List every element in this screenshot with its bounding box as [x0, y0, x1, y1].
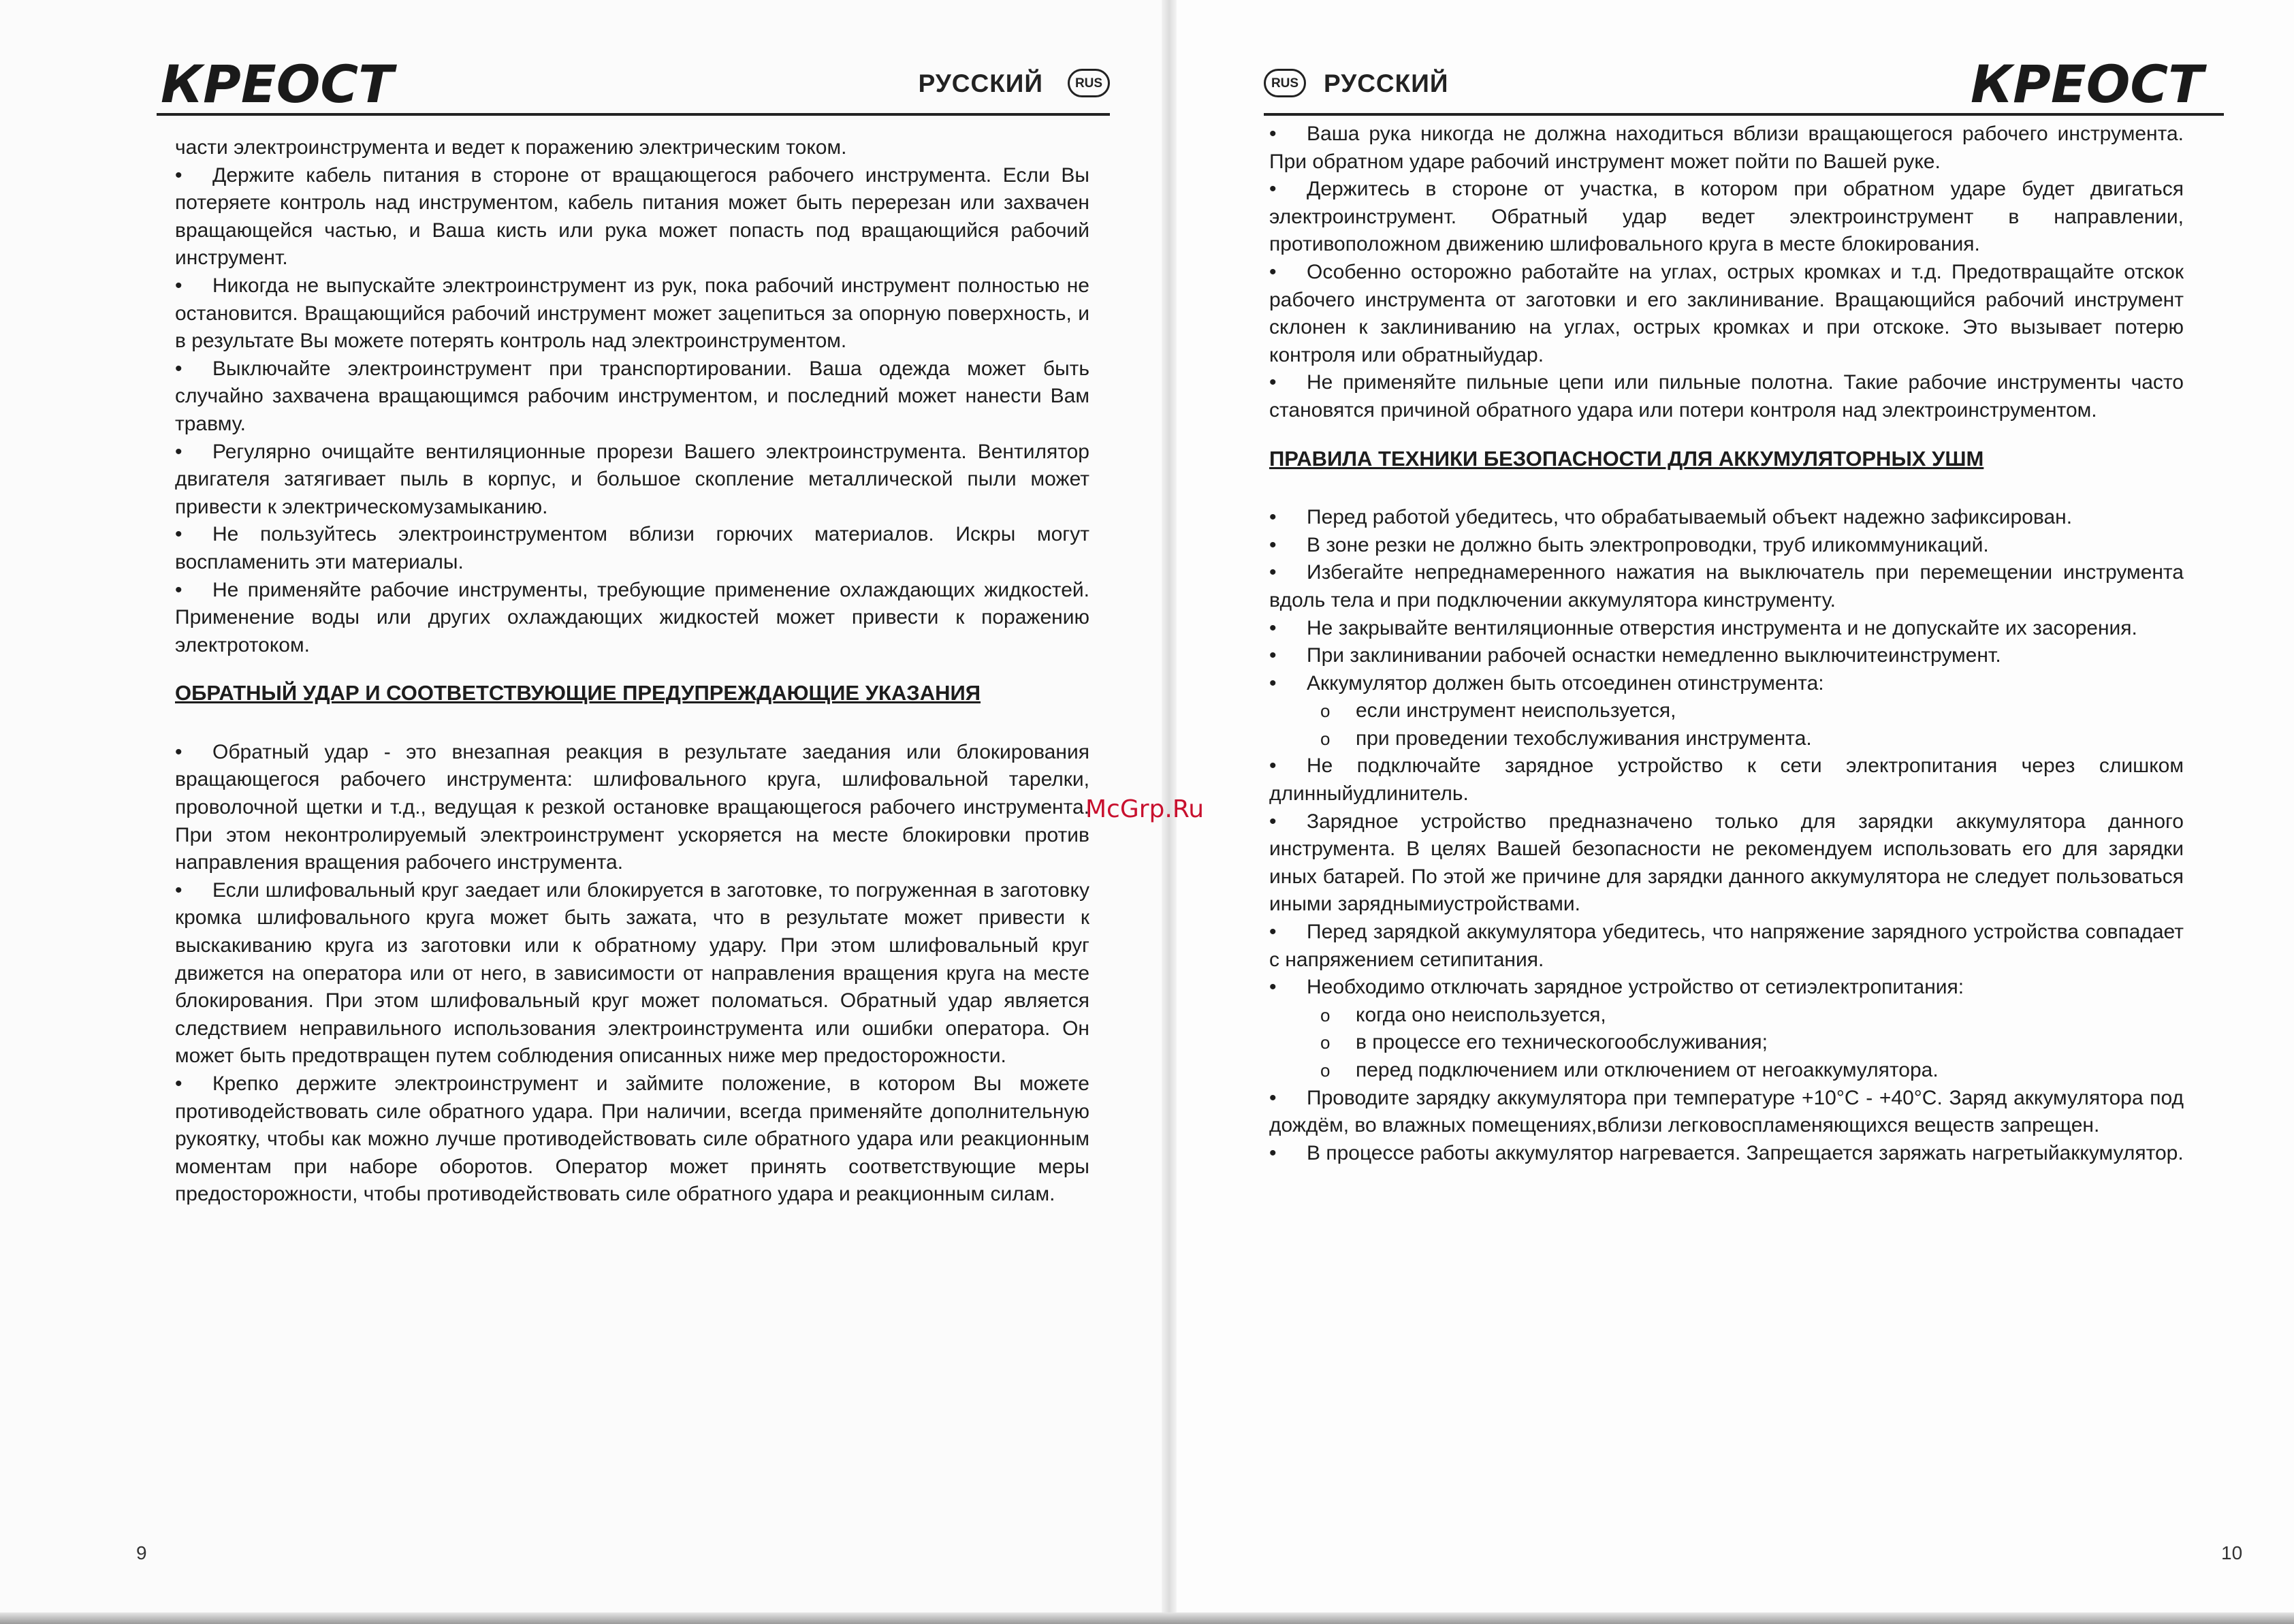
- bullet-paragraph: • Особенно осторожно работайте на углах, острых кромках и т.д. Предотвращайте отскок рабочего инструмента от заготовки и его заклинивание. Вращающийся рабочий инструмент склонен к заклиниванию на углах, острых кромках и при отскоке. Это вызывает потерю контроля или обратныйудар.: [1269, 259, 2184, 369]
- header-rule: [1264, 113, 2224, 116]
- section-heading: ПРАВИЛА ТЕХНИКИ БЕЗОПАСНОСТИ ДЛЯ АККУМУЛЯТОРНЫХ УШМ: [1269, 446, 1984, 471]
- right-page-body: [1269, 121, 2184, 1167]
- bullet-paragraph: • Если шлифовальный круг заедает или блокируется в заготовке, то погруженная в заготовку кромка шлифовального круга может быть зажата, что в результате может привести к выскакиванию круга из заготовки или к обратному удару. При этом шлифовальный круг движется на оператора или от него, в зависимости от направления вращения круга на месте блокирования. При этом шлифовальный круг может поломаться. Обратный удар является следствием неправильного использования электроинструмента или ошибки оператора. Он может быть предотвращен путем соблюдения описанных ниже мер предосторожности.: [175, 877, 1089, 1070]
- bullet-paragraph: • Регулярно очищайте вентиляционные прорези Вашего электроинструмента. Вентилятор двигателя затягивает пыль в корпус, и большое скопление металлической пыли может привести к электрическомузамыканию.: [175, 439, 1089, 522]
- brand-logo-text: КРЕОСТ: [161, 54, 394, 110]
- bullet-paragraph: • В процессе работы аккумулятор нагревается. Запрещается заряжать нагретыйаккумулятор.: [1269, 1140, 2184, 1168]
- bullet-paragraph: • Не применяйте рабочие инструменты, требующие применение охлаждающих жидкостей. Применение воды или других охлаждающих жидкостей может привести к поражению электротоком.: [175, 577, 1089, 660]
- bullet-paragraph: • Перед зарядкой аккумулятора убедитесь, что напряжение зарядного устройства совпадает с напряжением сетипитания.: [1269, 919, 2184, 974]
- left-header: [157, 54, 1110, 116]
- bullet-paragraph: • Обратный удар - это внезапная реакция в результате заедания или блокирования вращающегося рабочего инструмента: шлифовального круга, шлифовальной тарелки, проволочной щетки и т.д., ведущая к резкой остановке вращающегося рабочего инструмента. При этом неконтролируемый электроинструмент ускоряется на месте блокировки против направления вращения рабочего инструмента.: [175, 739, 1089, 877]
- bullet-paragraph: • Не закрывайте вентиляционные отверстия инструмента и не допускайте их засорения.: [1269, 615, 2184, 643]
- bullet-paragraph: • Не пользуйтесь электроинструментом вблизи горючих материалов. Искры могут воспламенить эти материалы.: [175, 521, 1089, 576]
- sub-list-item: o перед подключением или отключением от негоаккумулятора.: [1320, 1057, 2184, 1085]
- bullet-paragraph: • Держитесь в стороне от участка, в котором при обратном ударе будет двигаться электроинструмент. Обратный удар ведет электроинструмент в направлении, противоположном движению шлифовального круга в месте блокирования.: [1269, 176, 2184, 259]
- right-page: [1168, 0, 2294, 1624]
- bullet-paragraph: • Держите кабель питания в стороне от вращающегося рабочего инструмента. Если Вы потеряете контроль над инструментом, кабель питания может быть перерезан или захвачен вращающейся частью, и Ваша кисть или рука может попасть под вращающийся рабочий инструмент.: [175, 162, 1089, 272]
- language-label: РУССКИЙ: [1324, 69, 1449, 97]
- bullet-paragraph: • Никогда не выпускайте электроинструмент из рук, пока рабочий инструмент полностью не остановится. Вращающийся рабочий инструмент может зацепиться за опорную поверхность, и в результате Вы можете потерять контроль над электроинструментом.: [175, 272, 1089, 355]
- brand-logo-text: КРЕОСТ: [1971, 54, 2203, 110]
- bullet-paragraph: • Необходимо отключать зарядное устройство от сетиэлектропитания:: [1269, 974, 2184, 1002]
- bullet-paragraph: • Аккумулятор должен быть отсоединен отинструмента:: [1269, 670, 2184, 698]
- bullet-paragraph: • Ваша рука никогда не должна находиться вблизи вращающегося рабочего инструмента. При обратном ударе рабочий инструмент может пойти по Вашей руке.: [1269, 121, 2184, 176]
- page-number: 10: [2221, 1542, 2243, 1563]
- bullet-paragraph: • Крепко держите электроинструмент и займите положение, в котором Вы можете противодействовать силе обратного удара. При наличии, всегда применяйте дополнительную рукоятку, чтобы как можно лучше противодействовать силе обратного удара или реакционным моментам при наборе оборотов. Оператор может принять соответствующие меры предосторожности, чтобы противодействовать силе обратного удара и реакционным силам.: [175, 1070, 1089, 1209]
- sub-list-item: o если инструмент неиспользуется,: [1320, 697, 2184, 725]
- bullet-paragraph: • В зоне резки не должно быть электропроводки, труб иликоммуникаций.: [1269, 532, 2184, 560]
- bullet-paragraph: • Избегайте непреднамеренного нажатия на выключатель при перемещении инструмента вдоль тела и при подключении аккумулятора кинструменту.: [1269, 559, 2184, 614]
- bullet-paragraph: • Не применяйте пильные цепи или пильные полотна. Такие рабочие инструменты часто становятся причиной обратного удара или потери контроля над электроинструментом.: [1269, 369, 2184, 424]
- bullet-paragraph: • Не подключайте зарядное устройство к сети электропитания через слишком длинныйудлинитель.: [1269, 752, 2184, 808]
- bullet-paragraph: • Проводите зарядку аккумулятора при температуре +10°C - +40°C. Заряд аккумулятора под дождём, во влажных помещениях,вблизи легковоспламеняющихся веществ запрещен.: [1269, 1085, 2184, 1140]
- language-label: РУССКИЙ: [918, 69, 1043, 97]
- bullet-paragraph: • При заклинивании рабочей оснастки немедленно выключитеинструмент.: [1269, 642, 2184, 670]
- section-heading: ОБРАТНЫЙ УДАР И СООТВЕТСТВУЮЩИЕ ПРЕДУПРЕЖДАЮЩИЕ УКАЗАНИЯ: [175, 681, 981, 705]
- bullet-paragraph: • Зарядное устройство предназначено только для зарядки аккумулятора данного инструмента. В целях Вашей безопасности не рекомендуем использовать его для зарядки иных батарей. По этой же причине для зарядки данного аккумулятора не следует пользоваться иными заряднымиустройствами.: [1269, 808, 2184, 919]
- bullet-paragraph: • Выключайте электроинструмент при транспортировании. Ваша одежда может быть случайно захвачена вращающимся рабочим инструментом, и последний может нанести Вам травму.: [175, 355, 1089, 439]
- sub-list-item: o в процессе его техническогообслуживания;: [1320, 1029, 2184, 1057]
- text-paragraph: части электроинструмента и ведет к поражению электрическим током.: [175, 136, 847, 159]
- scan-bottom-edge: [0, 1612, 2294, 1624]
- right-header: [1264, 54, 2224, 116]
- language-badge: RUS: [1068, 69, 1110, 97]
- brand-logo: [157, 54, 429, 110]
- page-number: 9: [136, 1542, 147, 1563]
- bullet-paragraph: • Перед работой убедитесь, что обрабатываемый объект надежно зафиксирован.: [1269, 504, 2184, 532]
- watermark: McGrp.Ru: [1085, 795, 1205, 823]
- language-badge: RUS: [1264, 69, 1306, 97]
- brand-logo: [1952, 54, 2224, 110]
- header-rule: [157, 113, 1110, 116]
- sub-list-item: o когда оно неиспользуется,: [1320, 1002, 2184, 1030]
- left-page-body: [175, 134, 1089, 1209]
- sub-list-item: o при проведении техобслуживания инструмента.: [1320, 725, 2184, 753]
